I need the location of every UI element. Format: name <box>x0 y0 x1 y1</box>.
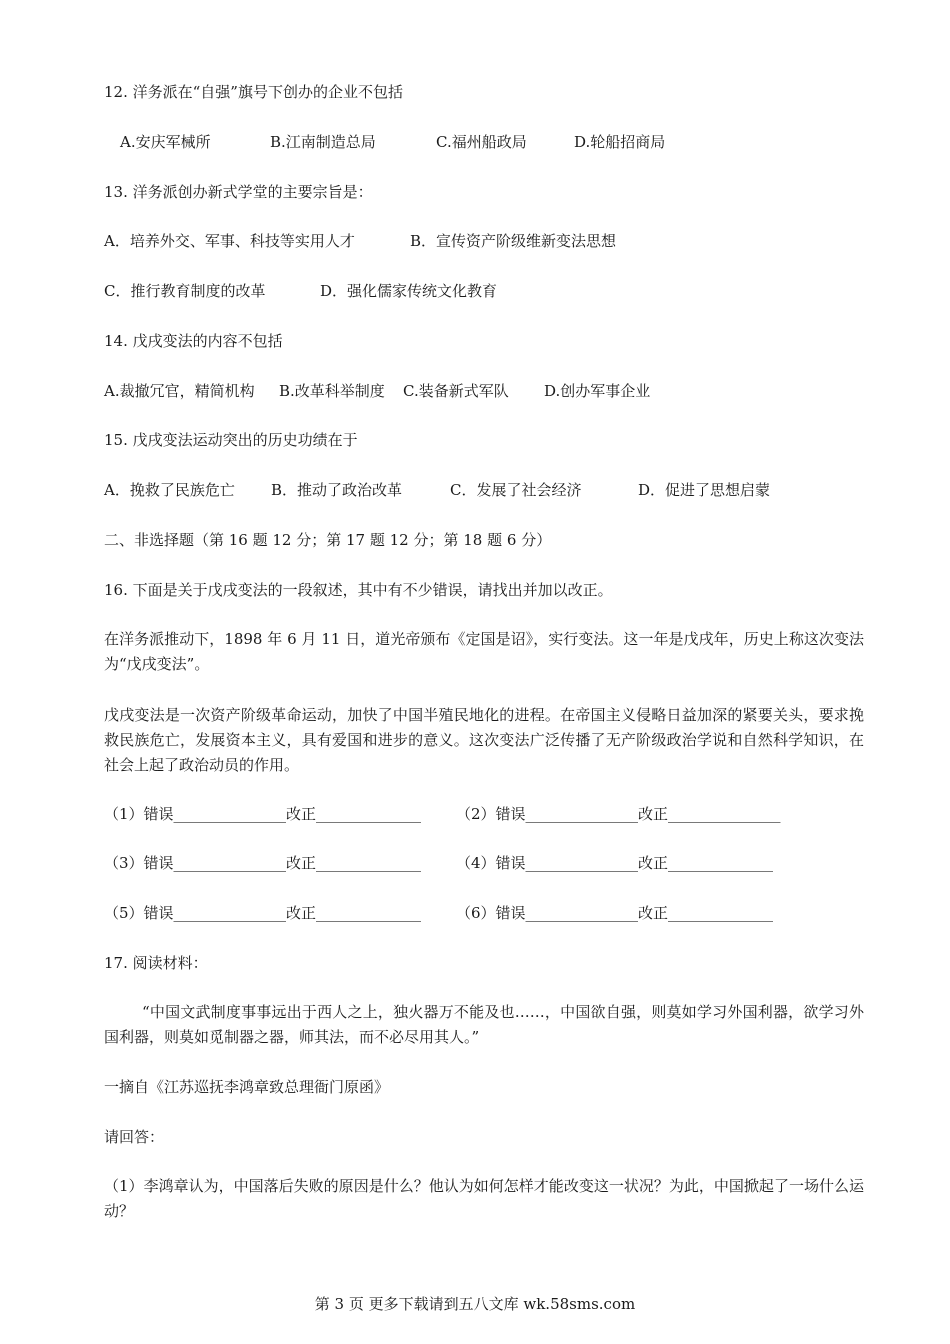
q12-option-d: D.轮船招商局 <box>574 133 666 151</box>
q15-option-c: C．发展了社会经济 <box>450 481 582 499</box>
q12-stem: 12. 洋务派在“自强”旗号下创办的企业不包括 <box>104 83 403 101</box>
q12-option-b: B.江南制造总局 <box>270 133 376 151</box>
q15-options <box>104 480 770 500</box>
q15-option-b: B．推动了政治改革 <box>271 481 403 499</box>
q17-subquestion-1: （1）李鸿章认为，中国落后失败的原因是什么？他认为如何怎样才能改变这一状况？为此，中国掀起了一场什么运动？ <box>104 1177 864 1220</box>
q13-option-b: B．宣传资产阶级维新变法思想 <box>410 232 617 250</box>
q13-options-row1 <box>104 231 616 251</box>
q16-blank-3[interactable]: （3）错误_______________改正______________ <box>104 854 422 872</box>
q13-option-d: D．强化儒家传统文化教育 <box>320 282 498 300</box>
q13-option-c: C．推行教育制度的改革 <box>104 282 266 300</box>
q14-option-d: D.创办军事企业 <box>544 382 651 400</box>
q14-options <box>104 381 650 401</box>
q16-answer-row-3 <box>104 903 773 923</box>
q16-stem: 16. 下面是关于戊戌变法的一段叙述，其中有不少错误，请找出并加以改正。 <box>104 581 613 599</box>
q13-options-row2 <box>104 281 497 301</box>
q16-paragraph-2: 戊戌变法是一次资产阶级革命运动，加快了中国半殖民地化的进程。在帝国主义侵略日益加深的紧要关头，要求挽救民族危亡，发展资本主义，具有爱国和进步的意义。这次变法广泛传播了无产阶级政治学说和自然科学知识，在社会上起了政治动员的作用。 <box>104 706 864 774</box>
q17-source: 一摘自《江苏巡抚李鸿章致总理衙门原函》 <box>104 1078 390 1096</box>
q17-quote: “中国文武制度事事远出于西人之上，独火器万不能及也……，中国欲自强，则莫如学习外国利器，欲学习外国利器，则莫如觅制器之器，师其法，而不必尽用其人。” <box>104 1003 864 1046</box>
q14-stem: 14. 戊戌变法的内容不包括 <box>104 332 283 350</box>
q15-stem: 15. 戊戌变法运动突出的历史功绩在于 <box>104 431 358 449</box>
q14-option-a: A.裁撤冗官，精简机构 <box>104 382 255 400</box>
q12-option-c: C.福州船政局 <box>436 133 527 151</box>
q14-option-c: C.装备新式军队 <box>403 382 509 400</box>
q15-option-d: D．促进了思想启蒙 <box>638 481 771 499</box>
q16-answer-row-2 <box>104 853 773 873</box>
page-footer: 第 3 页 更多下载请到五八文库 wk.58sms.com <box>314 1295 636 1313</box>
section-title: 二、非选择题（第 16 题 12 分；第 17 题 12 分；第 18 题 6 分） <box>104 531 552 549</box>
q17-stem: 17. 阅读材料： <box>104 954 208 972</box>
q13-option-a: A．培养外交、军事、科技等实用人才 <box>104 232 355 250</box>
q16-paragraph-1: 在洋务派推动下，1898 年 6 月 11 日，道光帝颁布《定国是诏》，实行变法。这一年是戊戌年，历史上称这次变法为“戊戌变法”。 <box>104 630 864 673</box>
q16-blank-4[interactable]: （4）错误_______________改正______________ <box>456 854 774 872</box>
q12-options <box>120 132 665 152</box>
q16-blank-1[interactable]: （1）错误_______________改正______________ <box>104 805 422 823</box>
q17-prompt: 请回答： <box>104 1128 165 1146</box>
q14-option-b: B.改革科举制度 <box>279 382 385 400</box>
q16-blank-2[interactable]: （2）错误_______________改正_______________ <box>456 805 781 823</box>
q16-answer-row-1 <box>104 804 781 824</box>
q15-option-a: A．挽救了民族危亡 <box>104 481 235 499</box>
q16-blank-5[interactable]: （5）错误_______________改正______________ <box>104 904 422 922</box>
q12-option-a: A.安庆军械所 <box>120 133 211 151</box>
q16-blank-6[interactable]: （6）错误_______________改正______________ <box>456 904 774 922</box>
q13-stem: 13. 洋务派创办新式学堂的主要宗旨是： <box>104 183 373 201</box>
